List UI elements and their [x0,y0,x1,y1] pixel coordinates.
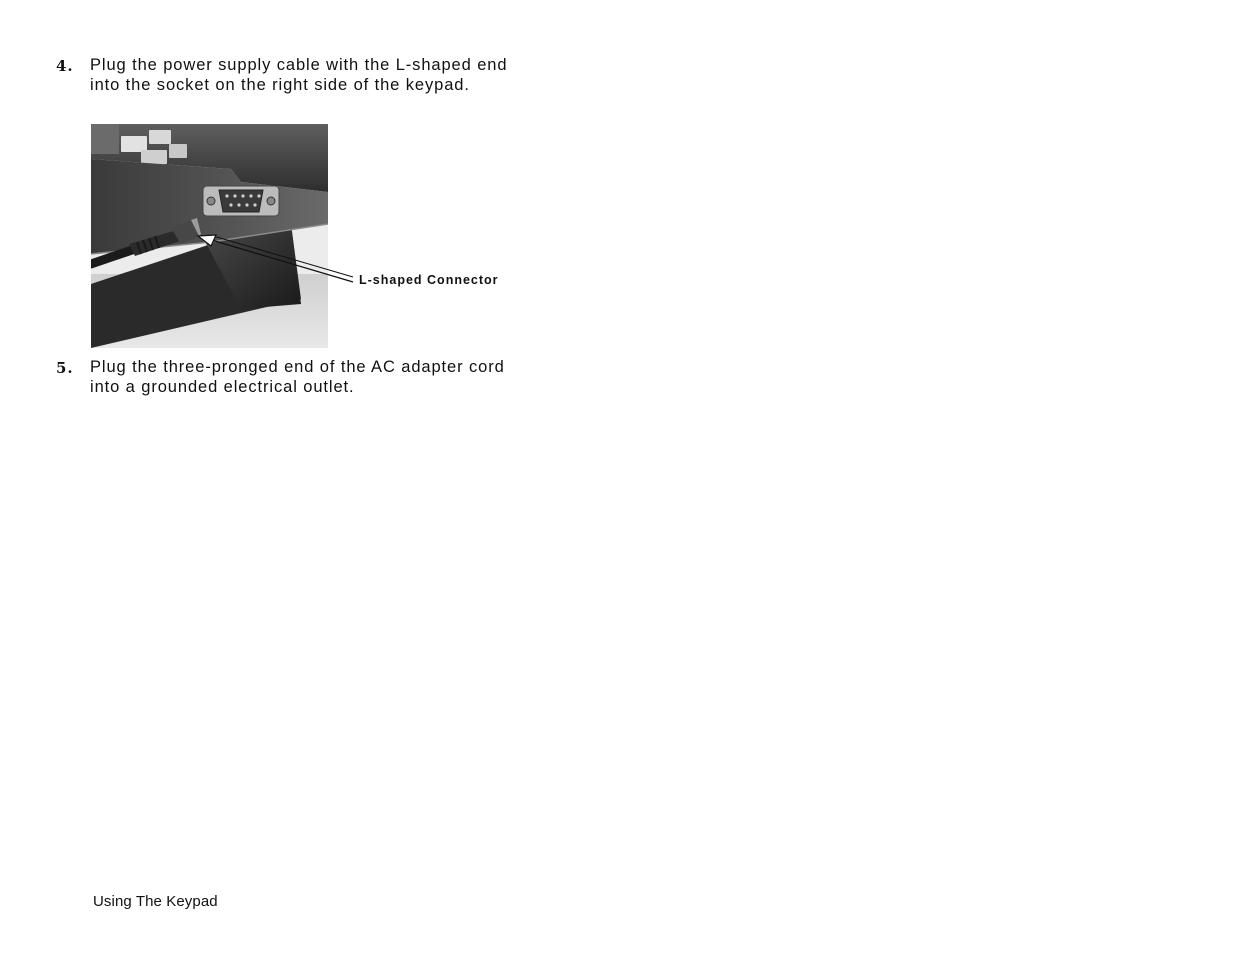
step-number: 4. [56,57,74,75]
callout-arrow [190,228,360,288]
step-text: Plug the power supply cable with the L-shaped end into the socket on the right side of the keypad. [90,56,508,94]
step-number: 5. [56,359,74,377]
callout-label: L-shaped Connector [359,273,499,287]
footer-section-title: Using The Keypad [93,893,218,910]
step-text: Plug the three-pronged end of the AC adapter cord into a grounded electrical outlet. [90,358,505,396]
